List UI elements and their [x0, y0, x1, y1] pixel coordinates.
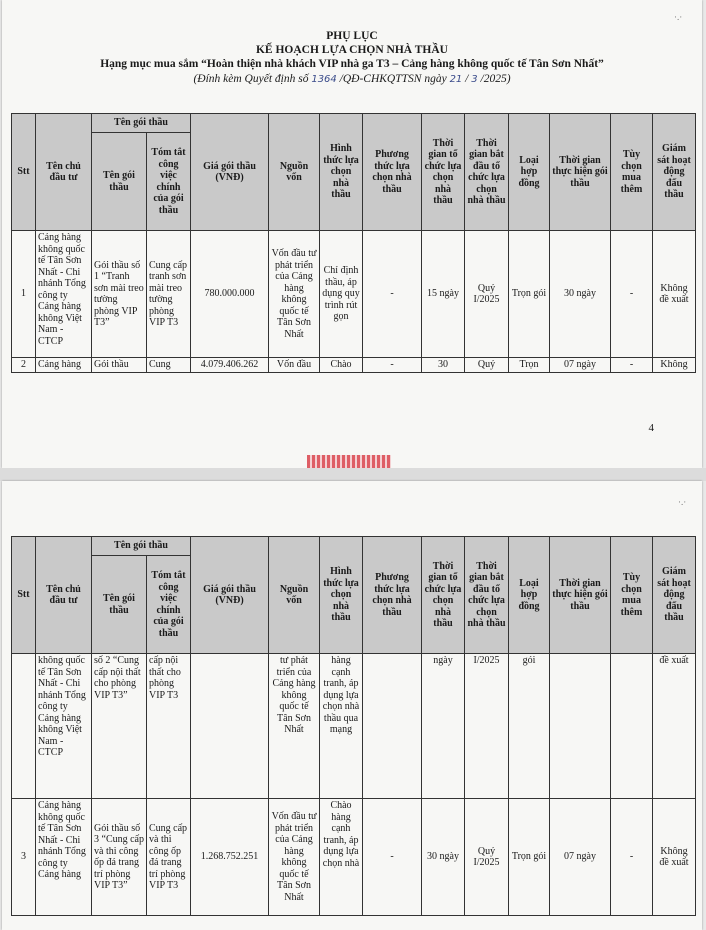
- document-title: KẾ HOẠCH LỰA CHỌN NHÀ THẦU: [255, 44, 448, 56]
- header-funding: Nguồn vốn: [269, 114, 320, 231]
- header-package-name: Tên gói thầu: [92, 133, 147, 231]
- cell-duration: 07 ngày: [550, 358, 611, 373]
- cell-stt: 1: [12, 231, 36, 358]
- cell-form: hàng cạnh tranh, áp dụng lựa chọn nhà thầu qua mạng: [320, 654, 363, 799]
- scan-speck: ·.·: [678, 497, 687, 507]
- cell-selection-time: 15 ngày: [422, 231, 465, 358]
- cell-owner: Cảng hàng: [36, 358, 92, 373]
- header-package-group: Tên gói thầu: [92, 537, 191, 556]
- attachment-suffix: /2025): [477, 73, 511, 85]
- header-price: Giá gói thầu (VNĐ): [191, 537, 269, 654]
- cell-start-time: Quý I/2025: [465, 799, 509, 916]
- date-separator: /: [462, 73, 472, 85]
- cell-funding: Vốn đầu tư phát triển của Cảng hàng không quốc tế Tân Sơn Nhất: [269, 231, 320, 358]
- table-header: [12, 114, 696, 231]
- scan-speck: ·.·: [674, 12, 683, 22]
- cell-stt: 3: [12, 799, 36, 916]
- header-form: Hình thức lựa chọn nhà thầu: [320, 114, 363, 231]
- contractor-plan-table-continued: [11, 536, 696, 916]
- cell-contract-type: Trọn gói: [509, 799, 550, 916]
- cell-owner: Cảng hàng không quốc tế Tân Sơn Nhất - Chi nhánh Tổng công ty Cảng hàng không Việt Nam - CTCP: [36, 231, 92, 358]
- header-supervision: Giám sát hoạt động đấu thầu: [653, 114, 696, 231]
- cell-method: -: [363, 358, 422, 373]
- decision-month: 3: [471, 74, 478, 85]
- attachment-prefix: (Đính kèm Quyết định số: [193, 73, 312, 85]
- table-row: [12, 654, 696, 799]
- cell-option: -: [611, 358, 653, 373]
- page-number: 4: [648, 422, 654, 434]
- header-stt: Stt: [12, 537, 36, 654]
- cell-start-time: Quý: [465, 358, 509, 373]
- header-contract-type: Loại hợp đồng: [509, 537, 550, 654]
- header-option: Tùy chọn mua thêm: [611, 537, 653, 654]
- cell-supervision: Không: [653, 358, 696, 373]
- header-option: Tùy chọn mua thêm: [611, 114, 653, 231]
- cell-price: [191, 654, 269, 799]
- cell-package-summary: cấp nội thất cho phòng VIP T3: [147, 654, 191, 799]
- cell-stt: [12, 654, 36, 799]
- cell-funding: tư phát triển của Cảng hàng không quốc tế Tân Sơn Nhất: [269, 654, 320, 799]
- cell-method: [363, 654, 422, 799]
- cell-selection-time: 30 ngày: [422, 799, 465, 916]
- header-start-time: Thời gian bắt đầu tổ chức lựa chọn nhà thầu: [465, 537, 509, 654]
- cell-supervision: Không đề xuất: [653, 231, 696, 358]
- cell-selection-time: ngày: [422, 654, 465, 799]
- decision-day: 21: [449, 74, 463, 85]
- red-stamp-strip: [307, 455, 391, 468]
- page-divider: [0, 468, 706, 481]
- header-start-time: Thời gian bắt đầu tổ chức lựa chọn nhà thầu: [465, 114, 509, 231]
- decision-number: 1364: [311, 74, 337, 85]
- cell-duration: 30 ngày: [550, 231, 611, 358]
- header-method: Phương thức lựa chọn nhà thầu: [363, 114, 422, 231]
- header-stt: Stt: [12, 114, 36, 231]
- cell-form: Chỉ định thầu, áp dụng quy trình rút gọn: [320, 231, 363, 358]
- cell-contract-type: Trọn gói: [509, 231, 550, 358]
- header-method: Phương thức lựa chọn nhà thầu: [363, 537, 422, 654]
- cell-funding: Vốn đầu tư phát triển của Cảng hàng không quốc tế Tân Sơn Nhất: [269, 799, 320, 916]
- cell-price: 1.268.752.251: [191, 799, 269, 916]
- contractor-plan-table: [11, 113, 696, 373]
- header-supervision: Giám sát hoạt động đấu thầu: [653, 537, 696, 654]
- attachment-mid: /QĐ-CHKQTTSN ngày: [336, 73, 450, 85]
- header-selection-time: Thời gian tổ chức lựa chọn nhà thầu: [422, 114, 465, 231]
- cell-form: Chào: [320, 358, 363, 373]
- document-page-1: [2, 0, 702, 468]
- cell-package-name: Gói thầu: [92, 358, 147, 373]
- cell-form: Chào hàng cạnh tranh, áp dụng lựa chọn nhà: [320, 799, 363, 916]
- cell-package-summary: Cung cấp tranh sơn mài treo tường phòng VIP T3: [147, 231, 191, 358]
- cell-package-name: Gói thầu số 1 “Tranh sơn mài treo tường phòng VIP T3”: [92, 231, 147, 358]
- appendix-label: PHỤ LỤC: [326, 30, 378, 42]
- header-form: Hình thức lựa chọn nhà thầu: [320, 537, 363, 654]
- cell-option: -: [611, 799, 653, 916]
- header-price: Giá gói thầu (VNĐ): [191, 114, 269, 231]
- cell-funding: Vốn đầu: [269, 358, 320, 373]
- attachment-line: [2, 72, 702, 87]
- header-contract-type: Loại hợp đồng: [509, 114, 550, 231]
- document-subtitle: Hạng mục mua sắm “Hoàn thiện nhà khách VIP nhà ga T3 – Cảng hàng không quốc tế Tân Sơn Nhất”: [100, 58, 604, 70]
- document-page-2: [2, 481, 702, 930]
- cell-package-summary: Cung cấp và thi công ốp đá trang trí phòng VIP T3: [147, 799, 191, 916]
- cell-stt: 2: [12, 358, 36, 373]
- cell-option: -: [611, 231, 653, 358]
- header-package-summary: Tóm tắt công việc chính của gói thầu: [147, 133, 191, 231]
- header-package-group: Tên gói thầu: [92, 114, 191, 133]
- cell-supervision: Không đề xuất: [653, 799, 696, 916]
- cell-start-time: I/2025: [465, 654, 509, 799]
- cell-owner: không quốc tế Tân Sơn Nhất - Chi nhánh Tổng công ty Cảng hàng không Việt Nam - CTCP: [36, 654, 92, 799]
- cell-start-time: Quý I/2025: [465, 231, 509, 358]
- header-duration: Thời gian thực hiện gói thầu: [550, 537, 611, 654]
- header-funding: Nguồn vốn: [269, 537, 320, 654]
- header-selection-time: Thời gian tổ chức lựa chọn nhà thầu: [422, 537, 465, 654]
- cell-method: -: [363, 799, 422, 916]
- cell-method: -: [363, 231, 422, 358]
- table-row: [12, 231, 696, 358]
- cell-duration: [550, 654, 611, 799]
- cell-duration: 07 ngày: [550, 799, 611, 916]
- header-package-summary: Tóm tắt công việc chính của gói thầu: [147, 556, 191, 654]
- cell-package-name: Gói thầu số 3 “Cung cấp và thi công ốp đá trang trí phòng VIP T3”: [92, 799, 147, 916]
- cell-price: 780.000.000: [191, 231, 269, 358]
- cell-contract-type: gói: [509, 654, 550, 799]
- table-row: [12, 358, 696, 373]
- cell-selection-time: 30: [422, 358, 465, 373]
- cell-price: 4.079.406.262: [191, 358, 269, 373]
- cell-supervision: đề xuất: [653, 654, 696, 799]
- cell-owner: Cảng hàng không quốc tế Tân Sơn Nhất - Chi nhánh Tổng công ty Cảng hàng: [36, 799, 92, 916]
- header-duration: Thời gian thực hiện gói thầu: [550, 114, 611, 231]
- cell-contract-type: Trọn: [509, 358, 550, 373]
- table-header: [12, 537, 696, 654]
- cell-package-name: số 2 “Cung cấp nội thất cho phòng VIP T3”: [92, 654, 147, 799]
- header-package-name: Tên gói thầu: [92, 556, 147, 654]
- table-row: [12, 799, 696, 916]
- cell-option: [611, 654, 653, 799]
- header-owner: Tên chủ đầu tư: [36, 114, 92, 231]
- cell-package-summary: Cung: [147, 358, 191, 373]
- header-owner: Tên chủ đầu tư: [36, 537, 92, 654]
